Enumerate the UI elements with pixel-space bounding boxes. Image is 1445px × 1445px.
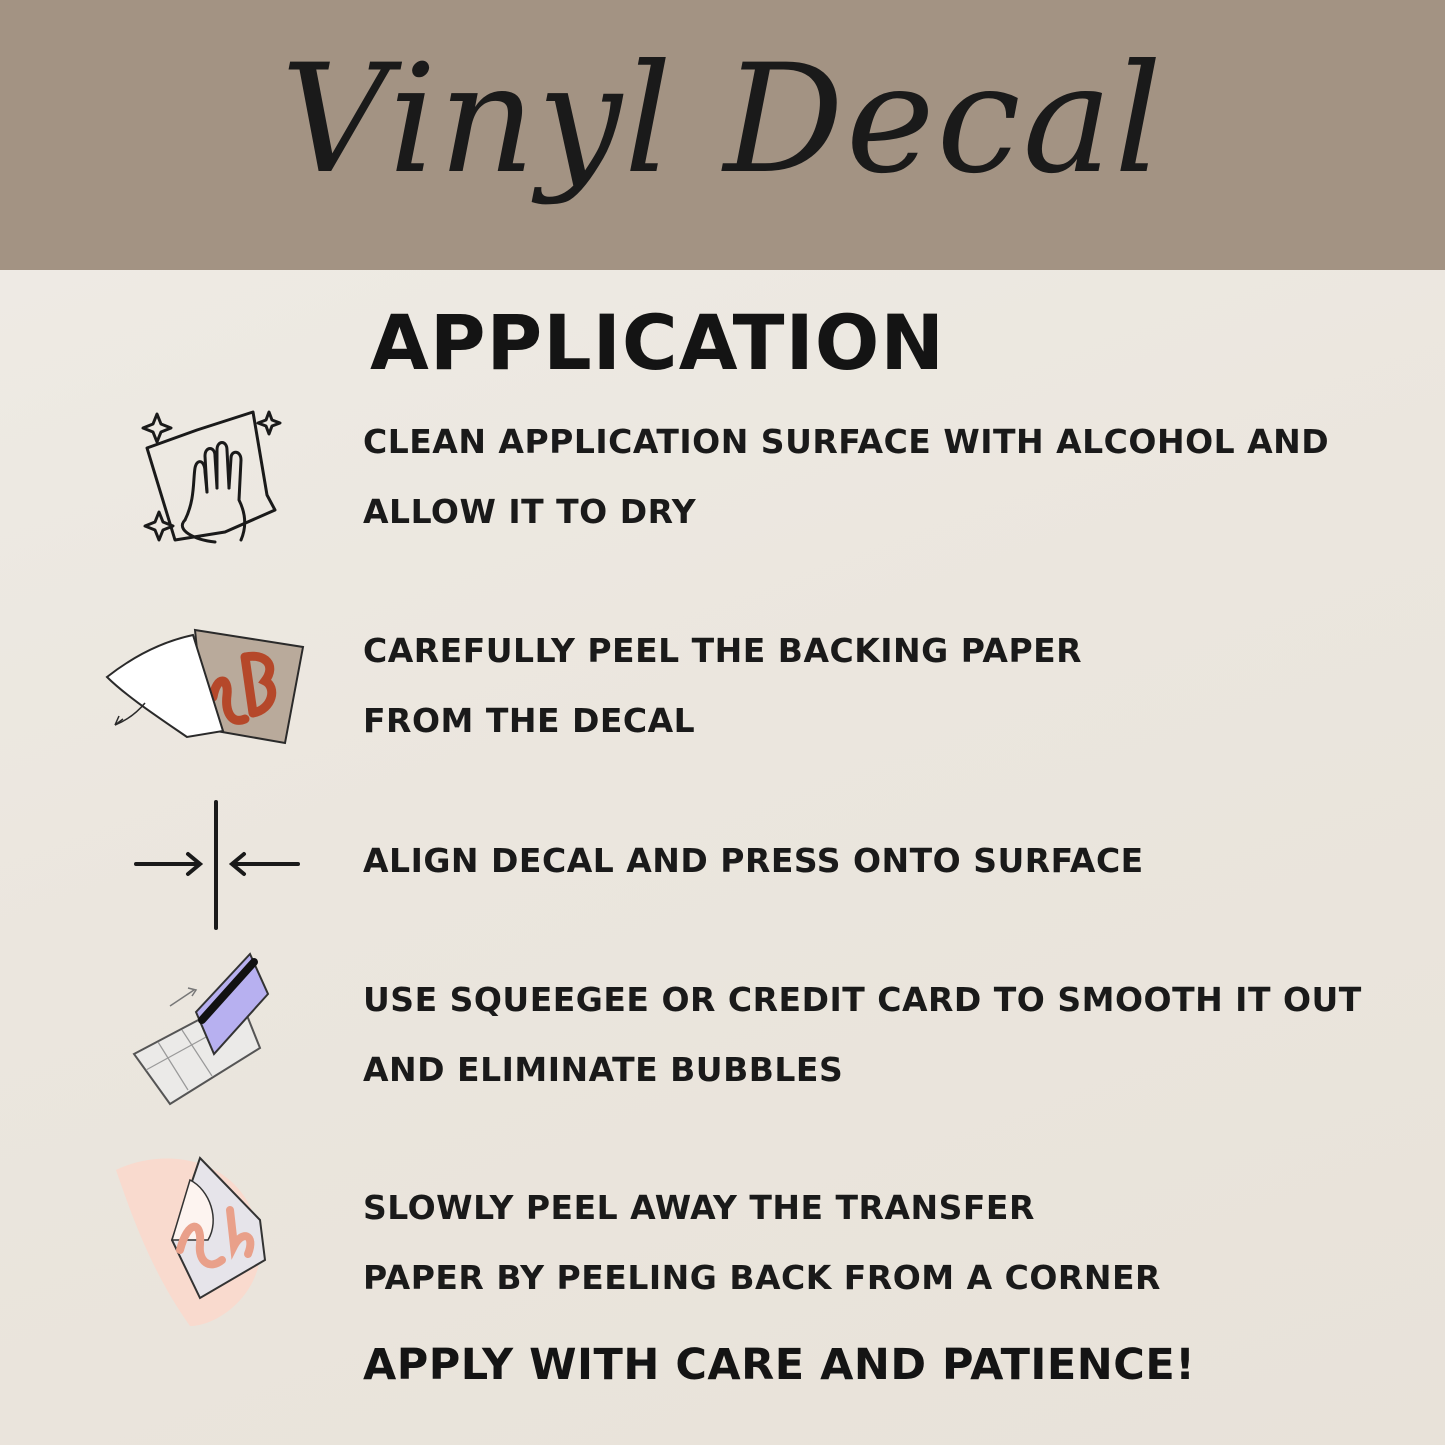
step-3-line-1: ALIGN DECAL AND PRESS ONTO SURFACE [363, 841, 1144, 880]
step-5-line-2: PAPER BY PEELING BACK FROM A CORNER [363, 1258, 1161, 1297]
hand-wiping-icon [135, 400, 295, 560]
peel-transfer-icon [110, 1150, 270, 1330]
align-arrows-icon [132, 800, 302, 930]
step-5-text [363, 1173, 1161, 1313]
closing-message: APPLY WITH CARE AND PATIENCE! [363, 1340, 1196, 1390]
peel-backing-icon [105, 625, 305, 750]
step-3-text [363, 826, 1144, 896]
section-heading: APPLICATION [370, 298, 945, 387]
squeegee-card-icon [130, 950, 270, 1110]
step-2-line-2: FROM THE DECAL [363, 701, 696, 740]
step-5-line-1: SLOWLY PEEL AWAY THE TRANSFER [363, 1188, 1035, 1227]
step-4-line-2: AND ELIMINATE BUBBLES [363, 1050, 844, 1089]
step-1-line-1: CLEAN APPLICATION SURFACE WITH ALCOHOL AND [363, 422, 1330, 461]
step-4-line-1: USE SQUEEGEE OR CREDIT CARD TO SMOOTH IT OUT [363, 980, 1362, 1019]
step-2-text [363, 616, 1082, 756]
step-4-text [363, 965, 1362, 1105]
step-1-line-2: ALLOW IT TO DRY [363, 492, 697, 531]
step-2-line-1: CAREFULLY PEEL THE BACKING PAPER [363, 631, 1083, 670]
step-1-text [363, 407, 1329, 547]
banner-title: Vinyl Decal [280, 33, 1165, 207]
